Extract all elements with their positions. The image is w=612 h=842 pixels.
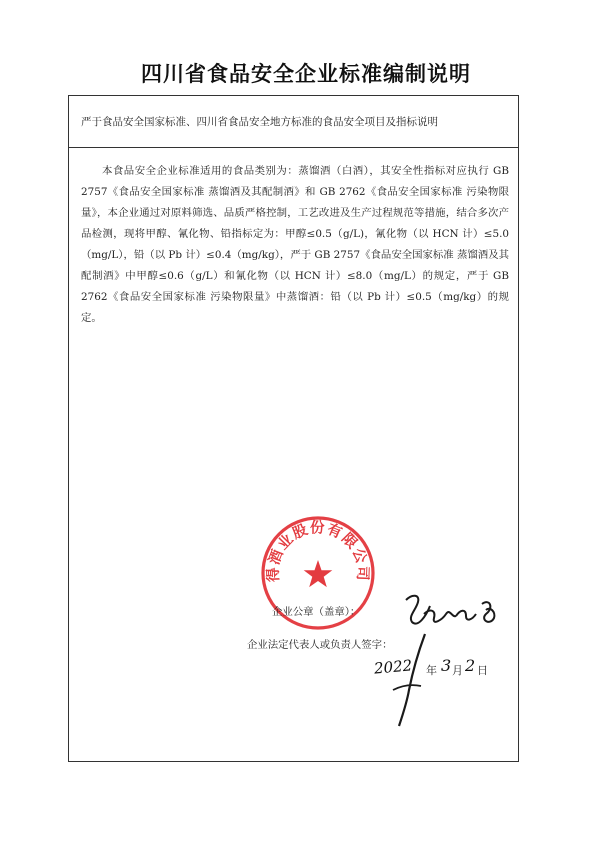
table-header-text: 严于食品安全国家标准、四川省食品安全地方标准的食品安全项目及指标说明 <box>81 116 438 128</box>
date-day: 2 <box>465 656 476 675</box>
date-year: 2022 <box>373 656 413 678</box>
seal-label: 企业公章（盖章）： <box>272 606 361 618</box>
standard-description-text: 本食品安全企业标准适用的食品类别为：蒸馏酒（白酒），其安全性指标对应执行 GB 2757《食品安全国家标准 蒸馏酒及其配制酒》和 GB 2762《食品安全国家标准 污染物限量》，本企业通过对原料筛选、品质严格控制，工艺改进及生产过程规范等措施，结合多次产品检测，现将甲醇、氰化物、铅指标定为：甲醇≤0.5（g/L)，氰化物（以 HCN 计）≤5.0（mg/L），铅（以 Pb 计）≤0.4（mg/kg），严于 GB 2757《食品安全国家标准 蒸馏酒及其配制酒》中甲醇≤0.6（g/L）和氰化物（以 HCN 计）≤8.0（mg/L）的规定，严于 GB 2762《食品安全国家标准 污染物限量》中蒸馏酒：铅（以 Pb 计）≤0.5（mg/kg）的规定。 <box>81 165 509 324</box>
date-day-char: 日 <box>477 664 488 677</box>
signature-stroke <box>385 630 445 730</box>
date-year-char: 年 <box>426 664 437 677</box>
table-header-row <box>69 96 518 148</box>
seal-text: 得酒业股份有限公司 <box>265 520 371 583</box>
seal-star-icon <box>304 560 333 587</box>
page-title: 四川省食品安全企业标准编制说明 <box>141 62 471 86</box>
date-month-char: 月 <box>452 664 463 677</box>
representative-label: 企业法定代表人或负责人签字： <box>247 639 393 651</box>
date-month: 3 <box>441 656 452 675</box>
